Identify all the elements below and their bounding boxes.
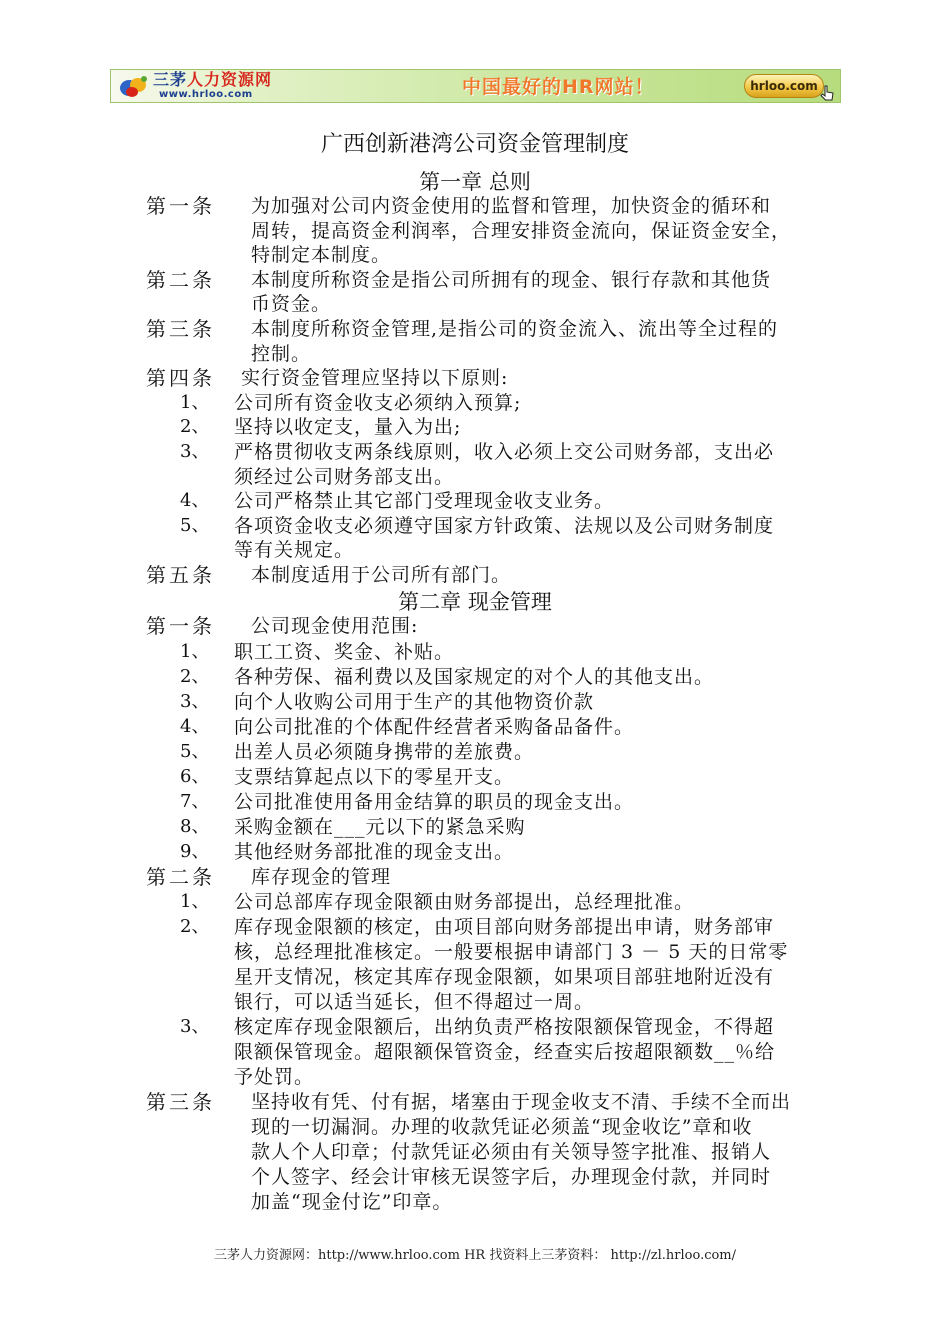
article-text-line: 特制定本制度。 bbox=[251, 244, 392, 267]
list-item-number: 2、 bbox=[180, 916, 210, 937]
banner-slogan: 中国最好的HR网站！ bbox=[462, 76, 655, 98]
brand-name-part2: 人力资源网 bbox=[187, 70, 273, 89]
article-text-line: 款人个人印章；付款凭证必须由有关领导签字批准、报销人 bbox=[251, 1141, 772, 1163]
article-text-line: 本制度适用于公司所有部门。 bbox=[251, 564, 512, 586]
document-title: 广西创新港湾公司资金管理制度 bbox=[320, 132, 629, 157]
list-item-number: 2、 bbox=[180, 416, 210, 438]
list-item-text: 等有关规定。 bbox=[234, 539, 355, 562]
list-item-number: 9、 bbox=[180, 841, 210, 862]
article-label: 第二条 bbox=[146, 865, 215, 889]
brand-name-part1: 三茅 bbox=[153, 70, 188, 89]
list-item-text: 支票结算起点以下的零星开支。 bbox=[234, 766, 515, 788]
list-item-number: 5、 bbox=[180, 741, 210, 762]
list-item-text: 职工工资、奖金、补贴。 bbox=[234, 641, 455, 663]
list-item-text: 出差人员必须随身携带的差旅费。 bbox=[234, 741, 535, 763]
article-text-line: 加盖“现金付讫”印章。 bbox=[251, 1191, 453, 1213]
article-label: 第一条 bbox=[146, 614, 215, 638]
brand-name bbox=[153, 70, 272, 90]
article-label: 第五条 bbox=[146, 563, 215, 587]
list-item-number: 1、 bbox=[180, 891, 210, 912]
list-item-text: 公司所有资金收支必须纳入预算; bbox=[234, 391, 522, 414]
logo-mark-icon bbox=[117, 73, 151, 100]
list-item-number: 1、 bbox=[180, 391, 210, 413]
list-item-text: 向个人收购公司用于生产的其他物资价款 bbox=[234, 691, 595, 713]
list-item-text: 库存现金限额的核定，由项目部向财务部提出申请，财务部审 bbox=[234, 916, 775, 938]
article-text-line: 个人签字、经会计审核无误签字后，办理现金付款，并同时 bbox=[251, 1166, 772, 1188]
list-item-number: 8、 bbox=[180, 816, 210, 837]
article-label: 第二条 bbox=[146, 267, 215, 292]
article-label: 第三条 bbox=[146, 1090, 215, 1114]
article-text-line: 本制度所称资金是指公司所拥有的现金、银行存款和其他货 bbox=[251, 268, 772, 291]
list-item-number: 5、 bbox=[180, 514, 210, 536]
chapter-heading: 第一章 总则 bbox=[419, 170, 531, 194]
list-item-text: 采购金额在___元以下的紧急采购 bbox=[234, 816, 526, 838]
list-item-text: 星开支情况，核定其库存现金限额，如果项目部驻地附近没有 bbox=[234, 966, 775, 988]
list-item-number: 3、 bbox=[180, 691, 210, 712]
list-item-number: 1、 bbox=[180, 641, 210, 662]
list-item-text: 予处罚。 bbox=[234, 1066, 315, 1088]
list-item-number: 2、 bbox=[180, 666, 210, 687]
article-label: 第一条 bbox=[146, 194, 215, 218]
list-item-text: 各项资金收支必须遵守国家方针政策、法规以及公司财务制度 bbox=[234, 514, 775, 537]
article-text-line: 现的一切漏洞。办理的收款凭证必须盖“现金收讫”章和收 bbox=[251, 1116, 753, 1138]
page-footer: 三茅人力资源网：http://www.hrloo.com HR 找资料上三茅资料： http://zl.hrloo.com/ bbox=[213, 1248, 737, 1263]
list-item-text: 核，总经理批准核定。一般要根据申请部门 3 － 5 天的日常零 bbox=[234, 941, 789, 963]
list-item-number: 7、 bbox=[180, 791, 210, 812]
header-banner[interactable] bbox=[110, 69, 841, 103]
list-item-number: 6、 bbox=[180, 766, 210, 787]
list-item-number: 3、 bbox=[180, 1016, 210, 1037]
list-item-text: 公司严格禁止其它部门受理现金收支业务。 bbox=[234, 490, 615, 513]
list-item-text: 核定库存现金限额后，出纳负责严格按限额保管现金，不得超 bbox=[234, 1016, 775, 1038]
article-text-line: 币资金。 bbox=[251, 293, 332, 316]
article-label: 第三条 bbox=[146, 317, 215, 341]
chapter-heading: 第二章 现金管理 bbox=[398, 590, 552, 614]
article-text-line: 控制。 bbox=[251, 342, 312, 365]
article-text-line: 坚持收有凭、付有据，堵塞由于现金收支不清、手续不全而出 bbox=[251, 1091, 792, 1113]
article-label: 第四条 bbox=[146, 366, 215, 391]
article-intro: 实行资金管理应坚持以下原则: bbox=[241, 367, 509, 390]
site-link-button[interactable]: hrloo.com bbox=[744, 74, 824, 98]
list-item-text: 严格贯彻收支两条线原则，收入必须上交公司财务部，支出必 bbox=[234, 441, 775, 463]
article-text-line: 本制度所称资金管理,是指公司的资金流入、流出等全过程的 bbox=[251, 318, 779, 340]
pointer-cursor-icon bbox=[819, 84, 837, 102]
article-intro: 公司现金使用范围: bbox=[251, 615, 419, 637]
list-item-text: 公司批准使用备用金结算的职员的现金支出。 bbox=[234, 791, 635, 813]
list-item-number: 4、 bbox=[180, 490, 210, 512]
list-item-text: 向公司批准的个体配件经营者采购备品备件。 bbox=[234, 716, 635, 738]
list-item-text: 坚持以收定支，量入为出; bbox=[234, 416, 462, 439]
list-item-text: 公司总部库存现金限额由财务部提出，总经理批准。 bbox=[234, 891, 695, 913]
list-item-text: 须经过公司财务部支出。 bbox=[234, 465, 455, 488]
article-text-line: 为加强对公司内资金使用的监督和管理，加快资金的循环和 bbox=[251, 195, 772, 217]
list-item-text: 限额保管现金。超限额保管资金，经查实后按超限额数__％给 bbox=[234, 1041, 776, 1063]
brand-url: www.hrloo.com bbox=[159, 89, 253, 100]
list-item-text: 银行，可以适当延长，但不得超过一周。 bbox=[234, 991, 595, 1013]
article-intro: 库存现金的管理 bbox=[251, 866, 392, 888]
list-item-text: 各种劳保、福利费以及国家规定的对个人的其他支出。 bbox=[234, 666, 715, 688]
list-item-text: 其他经财务部批准的现金支出。 bbox=[234, 841, 515, 863]
article-text-line: 周转，提高资金利润率，合理安排资金流向，保证资金安全， bbox=[251, 219, 792, 242]
list-item-number: 3、 bbox=[180, 441, 210, 462]
list-item-number: 4、 bbox=[180, 716, 210, 737]
